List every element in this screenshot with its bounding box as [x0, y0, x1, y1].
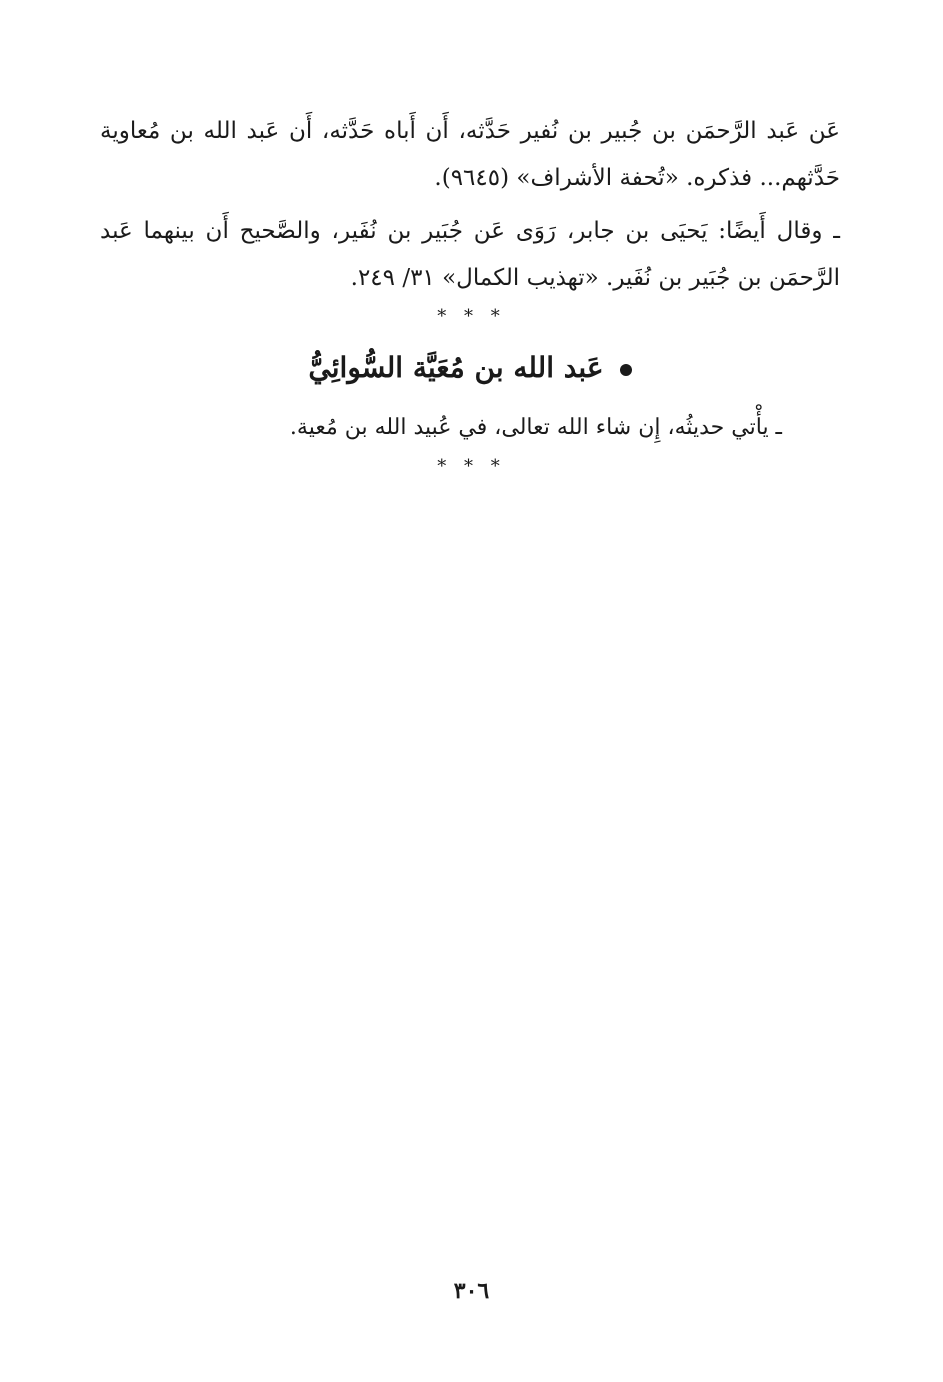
entry-body: ـ يأْتي حديثُه، إِن شاء الله تعالى، في عُبيد الله بن مُعية. [289, 415, 782, 440]
entry-heading-text: عَبد الله بن مُعَيَّة السُّوائِيُّ [308, 351, 604, 384]
page-number: ٣٠٦ [453, 1278, 490, 1304]
bullet-icon [620, 364, 632, 376]
paragraph-narrator-note: ـ وقال أَيضًا: يَحيَى بن جابر، رَوَى عَن جُبَير بن نُفَير، والصَّحيح أَن بينهما عَبد الرَّحمَن بن جُبَير بن نُفَير. «تهذيب الكمال» ٣١/ ٢٤٩. [100, 218, 840, 291]
section-separator: * * * [437, 456, 506, 477]
entry-heading [100, 344, 840, 392]
section-separator: * * * [437, 306, 506, 327]
paragraph-hadith-chain: عَن عَبد الرَّحمَن بن جُبير بن نُفير حَدَّثه، أَن أَباه حَدَّثه، أَن عَبد الله بن مُعاوية حَدَّثهم... فذكره. «تُحفة الأشراف» (٩٦٤٥). [100, 118, 840, 191]
